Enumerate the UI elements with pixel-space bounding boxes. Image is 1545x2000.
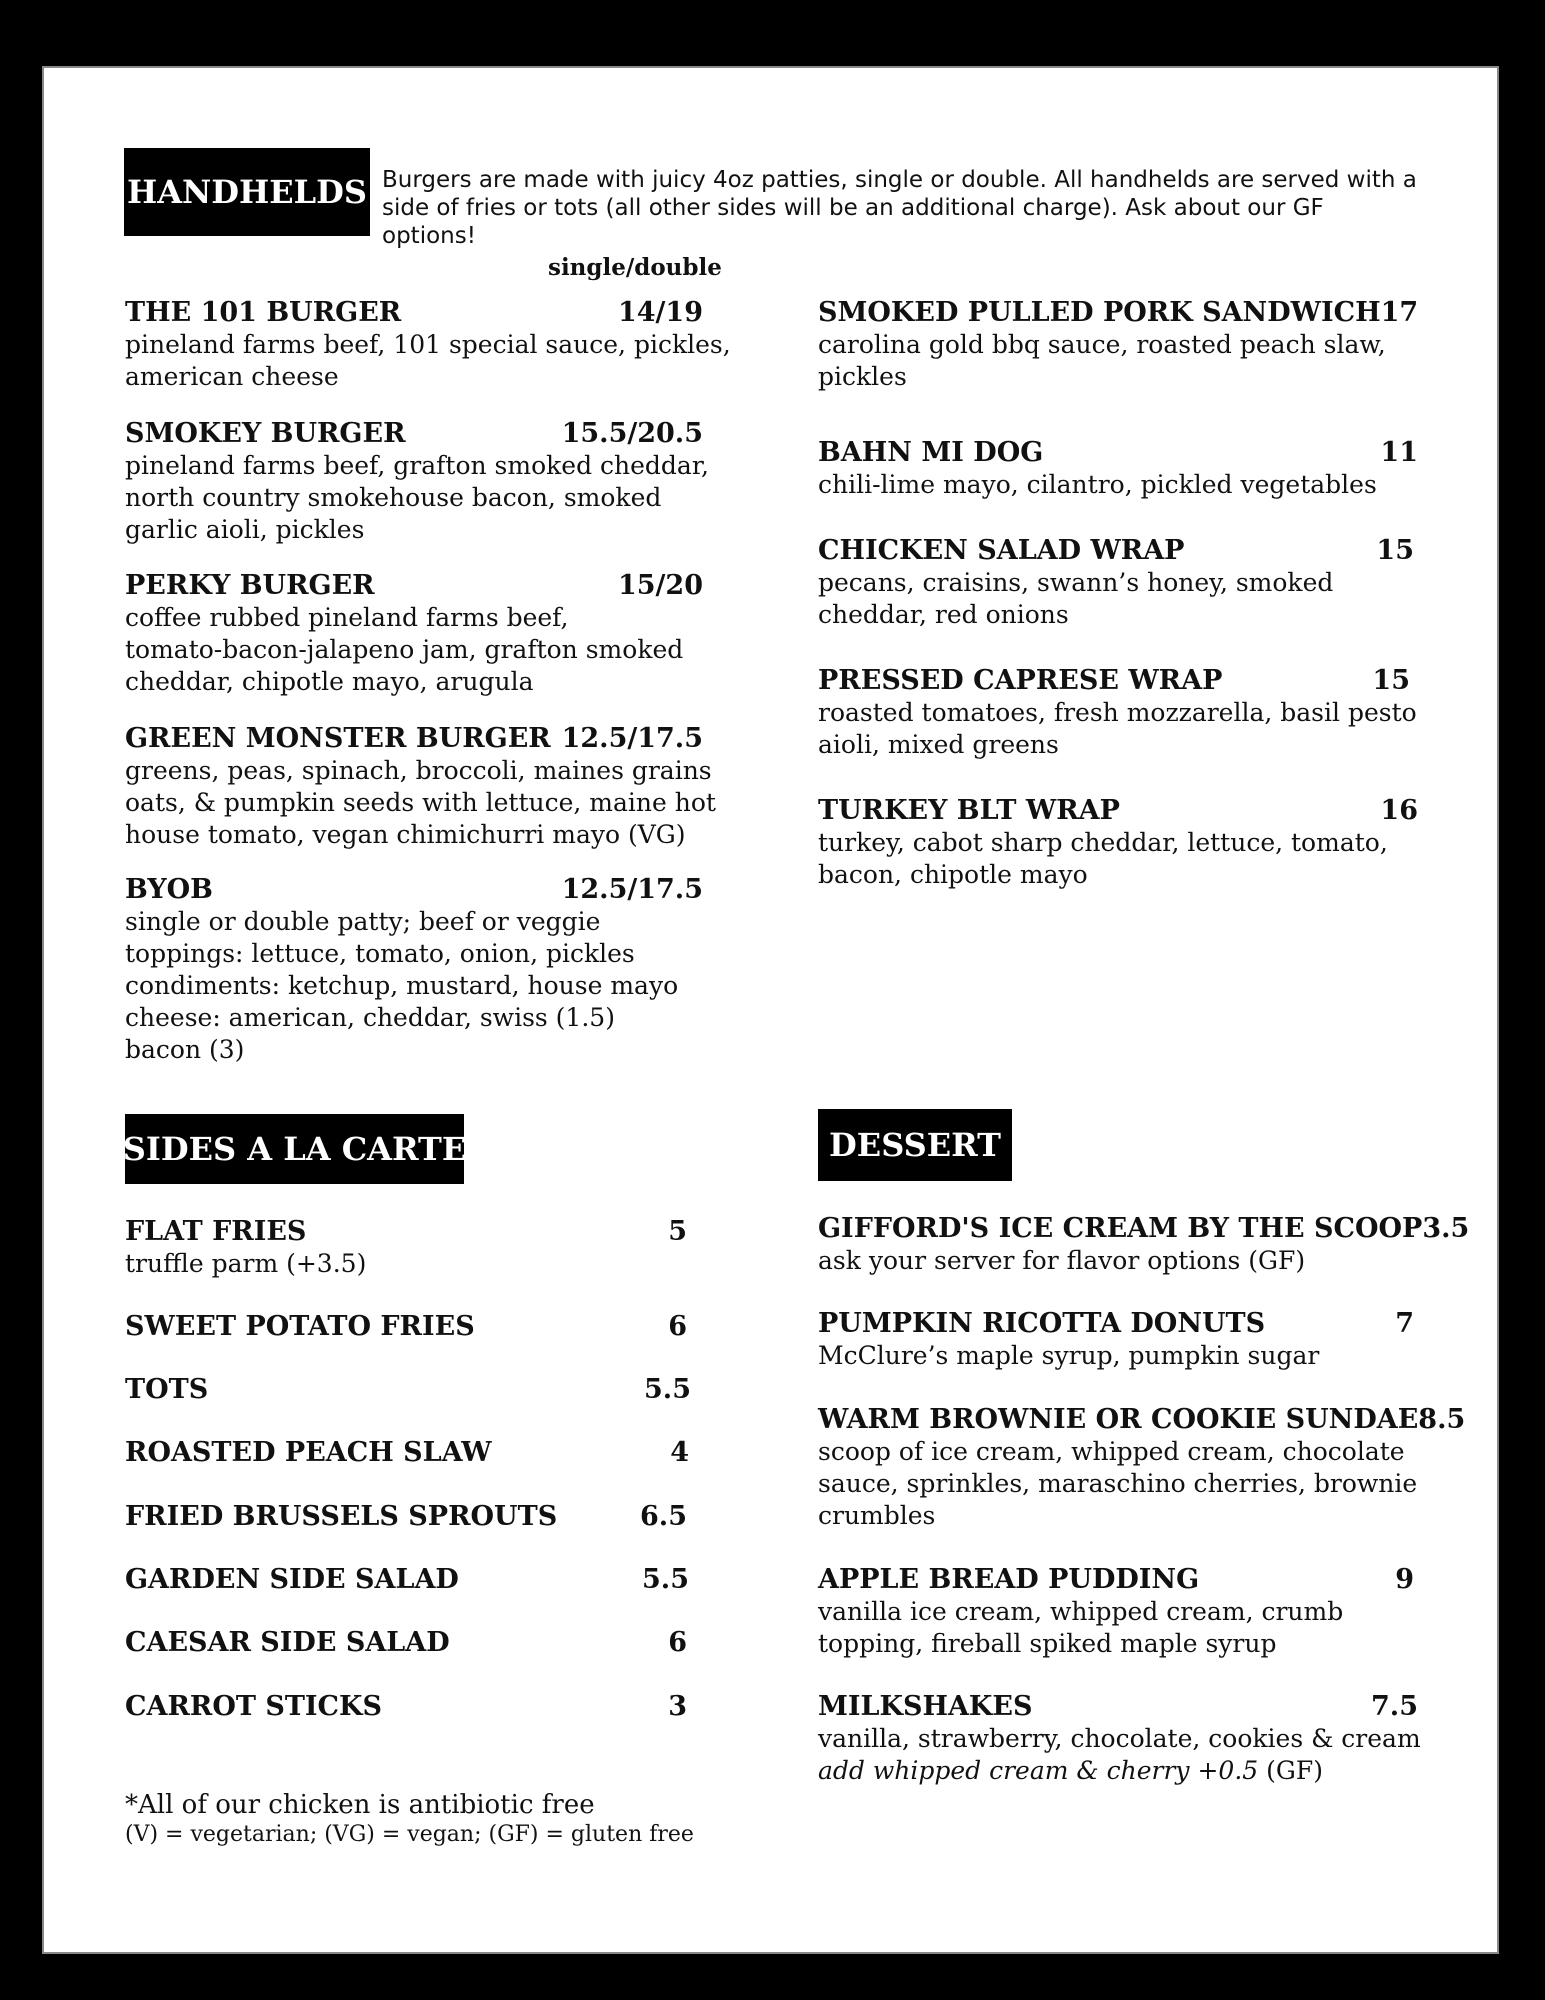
item-name: FLAT FRIES xyxy=(125,1216,307,1247)
item-name: BAHN MI DOG xyxy=(818,437,1044,468)
menu-item xyxy=(125,418,709,546)
item-desc-line: tomato-bacon-jalapeno jam, grafton smoked xyxy=(125,635,684,664)
item-desc-line: american cheese xyxy=(125,362,339,391)
item-price: 9 xyxy=(1395,1564,1414,1595)
item-desc-line: house tomato, vegan chimichurri mayo (VG) xyxy=(125,820,686,849)
item-desc-line: greens, peas, spinach, broccoli, maines grains xyxy=(125,756,712,785)
item-price: 17 xyxy=(1380,297,1419,328)
side-item xyxy=(125,1501,687,1533)
menu-item xyxy=(818,535,1414,631)
dessert-item xyxy=(818,1564,1414,1660)
item-price: 15/20 xyxy=(617,570,703,601)
side-item xyxy=(125,1311,687,1343)
item-name: MILKSHAKES xyxy=(818,1691,1033,1722)
intro-line-2: side of fries or tots (all other sides will be an additional charge). Ask about our GF options! xyxy=(382,195,1324,249)
item-name: PERKY BURGER xyxy=(125,570,375,601)
side-item xyxy=(125,1564,689,1596)
item-name: ROASTED PEACH SLAW xyxy=(125,1437,492,1468)
item-desc-line: coffee rubbed pineland farms beef, xyxy=(125,603,569,632)
item-price: 3 xyxy=(668,1691,687,1722)
item-name: TOTS xyxy=(125,1374,209,1405)
item-desc-line: single or double patty; beef or veggie xyxy=(125,907,601,936)
item-desc-line: condiments: ketchup, mustard, house mayo xyxy=(125,971,679,1000)
side-item xyxy=(125,1627,687,1659)
menu-item xyxy=(125,297,731,393)
menu-item xyxy=(818,665,1417,761)
diet-legend: (V) = vegetarian; (VG) = vegan; (GF) = gluten free xyxy=(125,1822,694,1847)
item-note-plain: (GF) xyxy=(1258,1756,1323,1785)
side-item xyxy=(125,1216,687,1280)
item-desc-line: roasted tomatoes, fresh mozzarella, basil pesto xyxy=(818,698,1417,727)
side-item xyxy=(125,1691,687,1723)
item-desc-line: cheddar, chipotle mayo, arugula xyxy=(125,667,534,696)
dessert-item xyxy=(818,1404,1466,1532)
item-name: SMOKED PULLED PORK SANDWICH xyxy=(818,297,1381,328)
item-name: GIFFORD'S ICE CREAM BY THE SCOOP xyxy=(818,1213,1423,1244)
item-note xyxy=(818,1755,1418,1787)
item-desc-line: cheddar, red onions xyxy=(818,600,1069,629)
item-name: CARROT STICKS xyxy=(125,1691,383,1722)
handhelds-intro xyxy=(382,166,1422,250)
item-price: 14/19 xyxy=(617,297,703,328)
item-name: BYOB xyxy=(125,874,213,905)
dessert-item xyxy=(818,1308,1414,1372)
item-price: 15 xyxy=(1376,535,1414,566)
item-price: 4 xyxy=(670,1437,689,1468)
item-price: 3.5 xyxy=(1422,1213,1470,1244)
item-desc-line: sauce, sprinkles, maraschino cherries, brownie xyxy=(818,1469,1418,1498)
item-price: 7.5 xyxy=(1371,1691,1418,1722)
item-price: 7 xyxy=(1395,1308,1414,1339)
dessert-item xyxy=(818,1691,1421,1787)
item-desc-line: vanilla, strawberry, chocolate, cookies & cream xyxy=(818,1724,1421,1753)
item-price: 5 xyxy=(668,1216,687,1247)
item-name: WARM BROWNIE OR COOKIE SUNDAE xyxy=(818,1404,1419,1435)
item-name: PRESSED CAPRESE WRAP xyxy=(818,665,1223,696)
item-name: APPLE BREAD PUDDING xyxy=(818,1564,1200,1595)
item-desc-line: cheese: american, cheddar, swiss (1.5) xyxy=(125,1003,615,1032)
side-item xyxy=(125,1437,689,1469)
item-desc-line: bacon (3) xyxy=(125,1035,245,1064)
dessert-title: DESSERT xyxy=(818,1109,1012,1181)
item-price: 5.5 xyxy=(642,1564,689,1595)
chicken-note: *All of our chicken is antibiotic free xyxy=(125,1790,595,1820)
item-desc-line: north country smokehouse bacon, smoked xyxy=(125,483,662,512)
menu-item xyxy=(125,570,703,698)
size-label: single/double xyxy=(548,254,722,281)
item-desc-line: turkey, cabot sharp cheddar, lettuce, tomato, xyxy=(818,828,1388,857)
item-price: 8.5 xyxy=(1418,1404,1466,1435)
item-desc-line: toppings: lettuce, tomato, onion, pickles xyxy=(125,939,635,968)
item-desc-line: chili-lime mayo, cilantro, pickled vegetables xyxy=(818,470,1377,499)
dessert-item xyxy=(818,1213,1470,1277)
item-name: THE 101 BURGER xyxy=(125,297,402,328)
item-name: GREEN MONSTER BURGER xyxy=(125,723,551,754)
menu-item xyxy=(125,723,716,851)
item-desc-line: pecans, craisins, swann’s honey, smoked xyxy=(818,568,1334,597)
item-desc-line: crumbles xyxy=(818,1501,936,1530)
item-desc-line: scoop of ice cream, whipped cream, chocolate xyxy=(818,1437,1405,1466)
item-name: GARDEN SIDE SALAD xyxy=(125,1564,459,1595)
item-price: 16 xyxy=(1380,795,1418,826)
menu-item xyxy=(818,437,1418,501)
item-desc-line: bacon, chipotle mayo xyxy=(818,860,1088,889)
item-price: 11 xyxy=(1380,437,1418,468)
item-desc-line: McClure’s maple syrup, pumpkin sugar xyxy=(818,1341,1320,1370)
item-name: FRIED BRUSSELS SPROUTS xyxy=(125,1501,558,1532)
item-desc-line: garlic aioli, pickles xyxy=(125,515,365,544)
menu-item xyxy=(125,874,703,1066)
item-name: SWEET POTATO FRIES xyxy=(125,1311,475,1342)
item-name: CAESAR SIDE SALAD xyxy=(125,1627,450,1658)
item-price: 15.5/20.5 xyxy=(561,418,703,449)
item-price: 6.5 xyxy=(640,1501,687,1532)
item-desc-line: oats, & pumpkin seeds with lettuce, maine hot xyxy=(125,788,716,817)
item-name: SMOKEY BURGER xyxy=(125,418,406,449)
item-price: 15 xyxy=(1372,665,1410,696)
item-name: TURKEY BLT WRAP xyxy=(818,795,1120,826)
item-name: PUMPKIN RICOTTA DONUTS xyxy=(818,1308,1266,1339)
handhelds-title: HANDHELDS xyxy=(124,148,370,236)
item-desc-line: aioli, mixed greens xyxy=(818,730,1059,759)
item-desc-line: vanilla ice cream, whipped cream, crumb xyxy=(818,1597,1344,1626)
sides-title: SIDES A LA CARTE xyxy=(125,1114,464,1184)
item-desc-line: topping, fireball spiked maple syrup xyxy=(818,1629,1277,1658)
menu-item xyxy=(818,297,1419,393)
item-desc-line: truffle parm (+3.5) xyxy=(125,1249,367,1278)
intro-line-1: Burgers are made with juicy 4oz patties, single or double. All handhelds are served with a xyxy=(382,167,1417,193)
menu-item xyxy=(818,795,1418,891)
item-note-italic: add whipped cream & cherry +0.5 xyxy=(818,1756,1259,1785)
item-price: 6 xyxy=(668,1311,687,1342)
item-desc-line: pineland farms beef, 101 special sauce, pickles, xyxy=(125,330,731,359)
side-item xyxy=(125,1374,691,1406)
item-price: 6 xyxy=(668,1627,687,1658)
item-price: 5.5 xyxy=(644,1374,691,1405)
item-price: 12.5/17.5 xyxy=(561,723,703,754)
item-desc-line: pineland farms beef, grafton smoked cheddar, xyxy=(125,451,709,480)
item-desc-line: carolina gold bbq sauce, roasted peach slaw, xyxy=(818,330,1386,359)
item-price: 12.5/17.5 xyxy=(561,874,703,905)
item-desc-line: pickles xyxy=(818,362,907,391)
item-desc-line: ask your server for flavor options (GF) xyxy=(818,1246,1306,1275)
item-name: CHICKEN SALAD WRAP xyxy=(818,535,1185,566)
